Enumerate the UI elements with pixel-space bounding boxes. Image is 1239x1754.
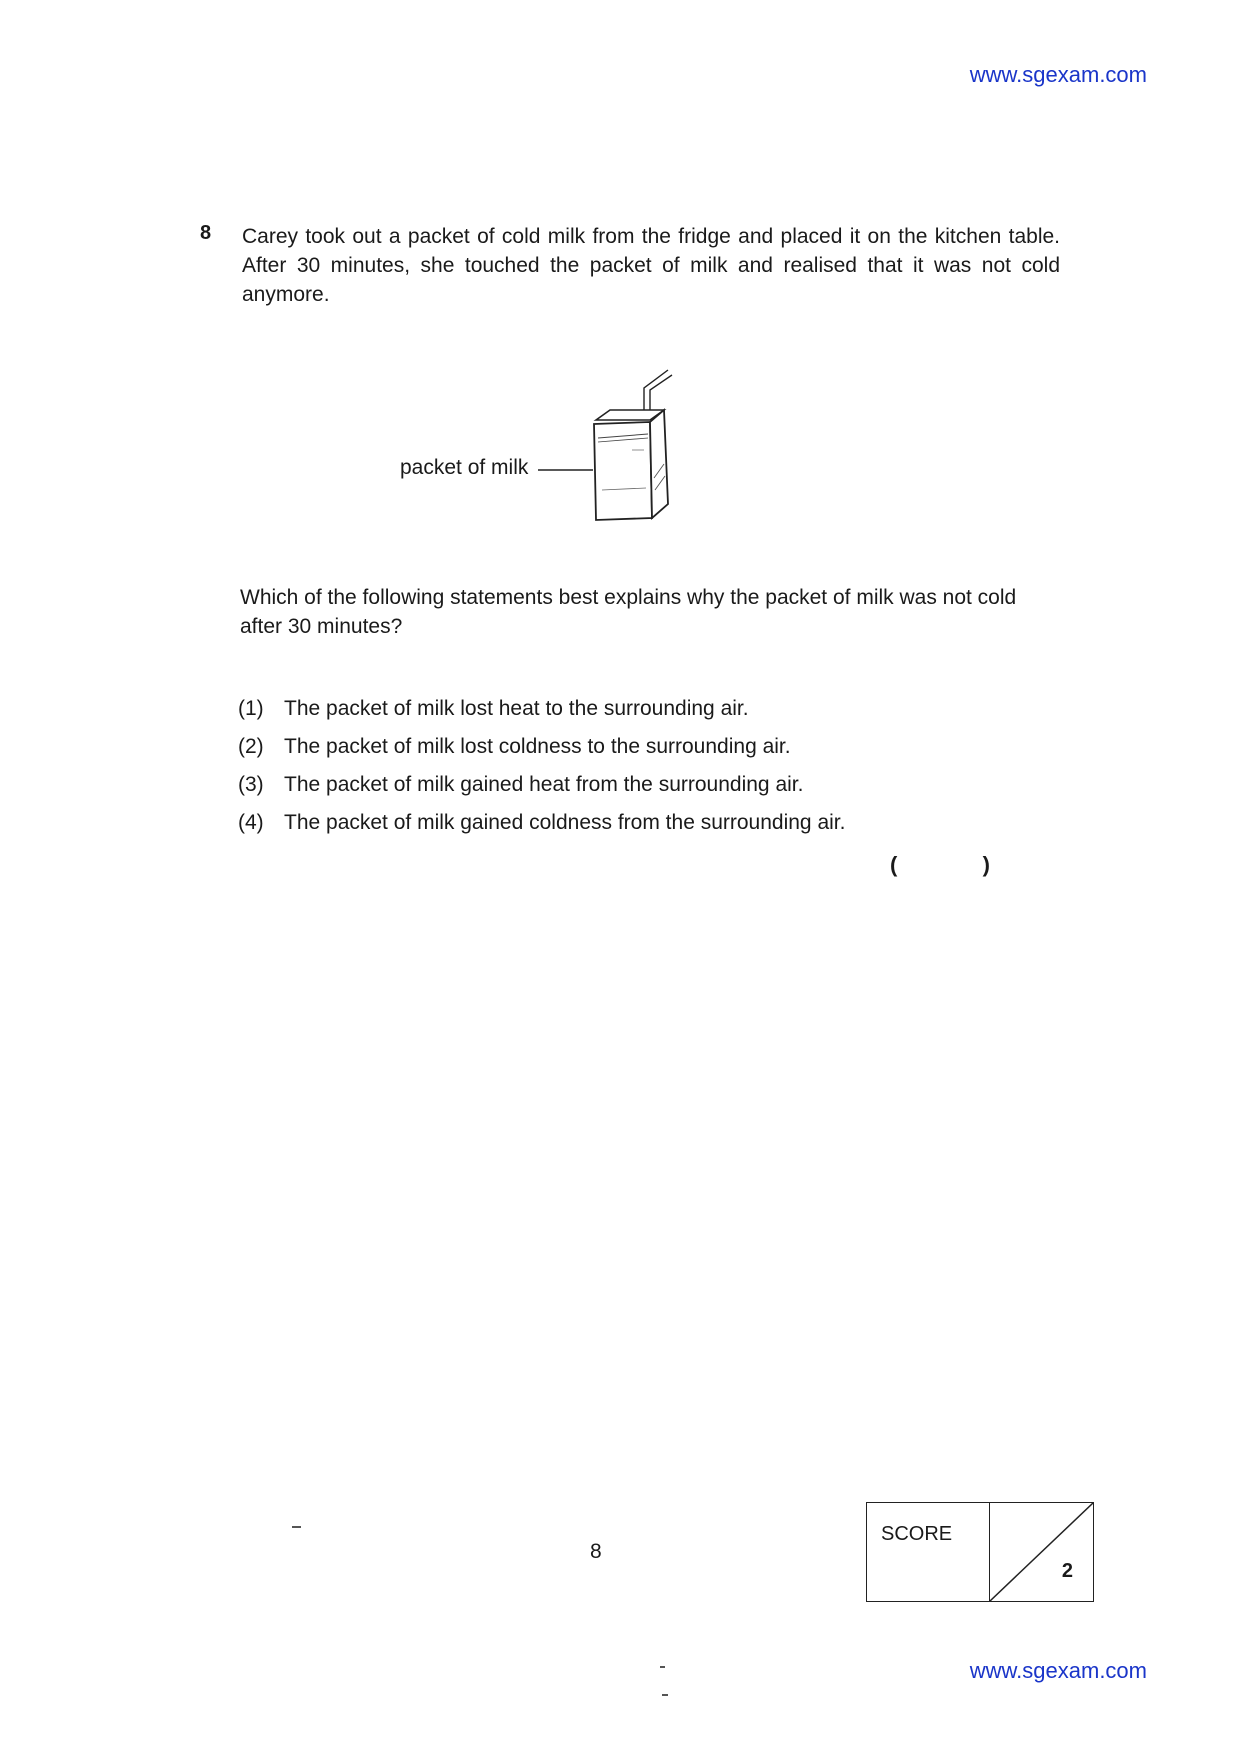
question-block — [200, 222, 1060, 309]
option-3[interactable] — [238, 766, 1058, 804]
figure-label: packet of milk — [400, 456, 529, 479]
option-1[interactable] — [238, 690, 1058, 728]
scan-speck — [660, 1666, 665, 1668]
score-value-cell[interactable] — [990, 1503, 1093, 1601]
option-4[interactable] — [238, 804, 1058, 842]
scan-speck — [292, 1526, 301, 1528]
option-number: (2) — [238, 735, 264, 758]
option-text: The packet of milk lost heat to the surrounding air. — [284, 697, 749, 720]
answer-options — [238, 690, 1058, 842]
scan-speck — [662, 1694, 668, 1696]
question-text: Carey took out a packet of cold milk from the fridge and placed it on the kitchen table. After 30 minutes, she touched the packet of milk and realised that it was not cold anymore. — [242, 225, 1060, 306]
option-text: The packet of milk gained coldness from the surrounding air. — [284, 811, 846, 834]
page-number: 8 — [590, 1540, 602, 1563]
option-text: The packet of milk lost coldness to the surrounding air. — [284, 735, 791, 758]
option-number: (4) — [238, 811, 264, 834]
question-number: 8 — [200, 222, 212, 244]
milk-packet-figure — [396, 368, 716, 538]
option-number: (1) — [238, 697, 264, 720]
footer-website-link[interactable]: www.sgexam.com — [969, 1658, 1147, 1683]
score-label: SCORE — [881, 1523, 953, 1545]
score-label-cell — [867, 1503, 990, 1601]
option-text: The packet of milk gained heat from the surrounding air. — [284, 773, 804, 796]
answer-bracket-close: ) — [982, 852, 990, 877]
option-number: (3) — [238, 773, 264, 796]
score-diagonal-icon — [990, 1503, 1093, 1601]
header-website-link[interactable]: www.sgexam.com — [969, 62, 1147, 87]
score-box — [866, 1502, 1094, 1602]
milk-carton-icon — [396, 368, 716, 538]
question-prompt: Which of the following statements best explains why the packet of milk was not cold after 30 minutes? — [240, 586, 1017, 638]
answer-bracket-open: ( — [890, 852, 898, 877]
option-2[interactable] — [238, 728, 1058, 766]
score-total: 2 — [1061, 1560, 1073, 1582]
answer-blank[interactable] — [890, 852, 990, 878]
